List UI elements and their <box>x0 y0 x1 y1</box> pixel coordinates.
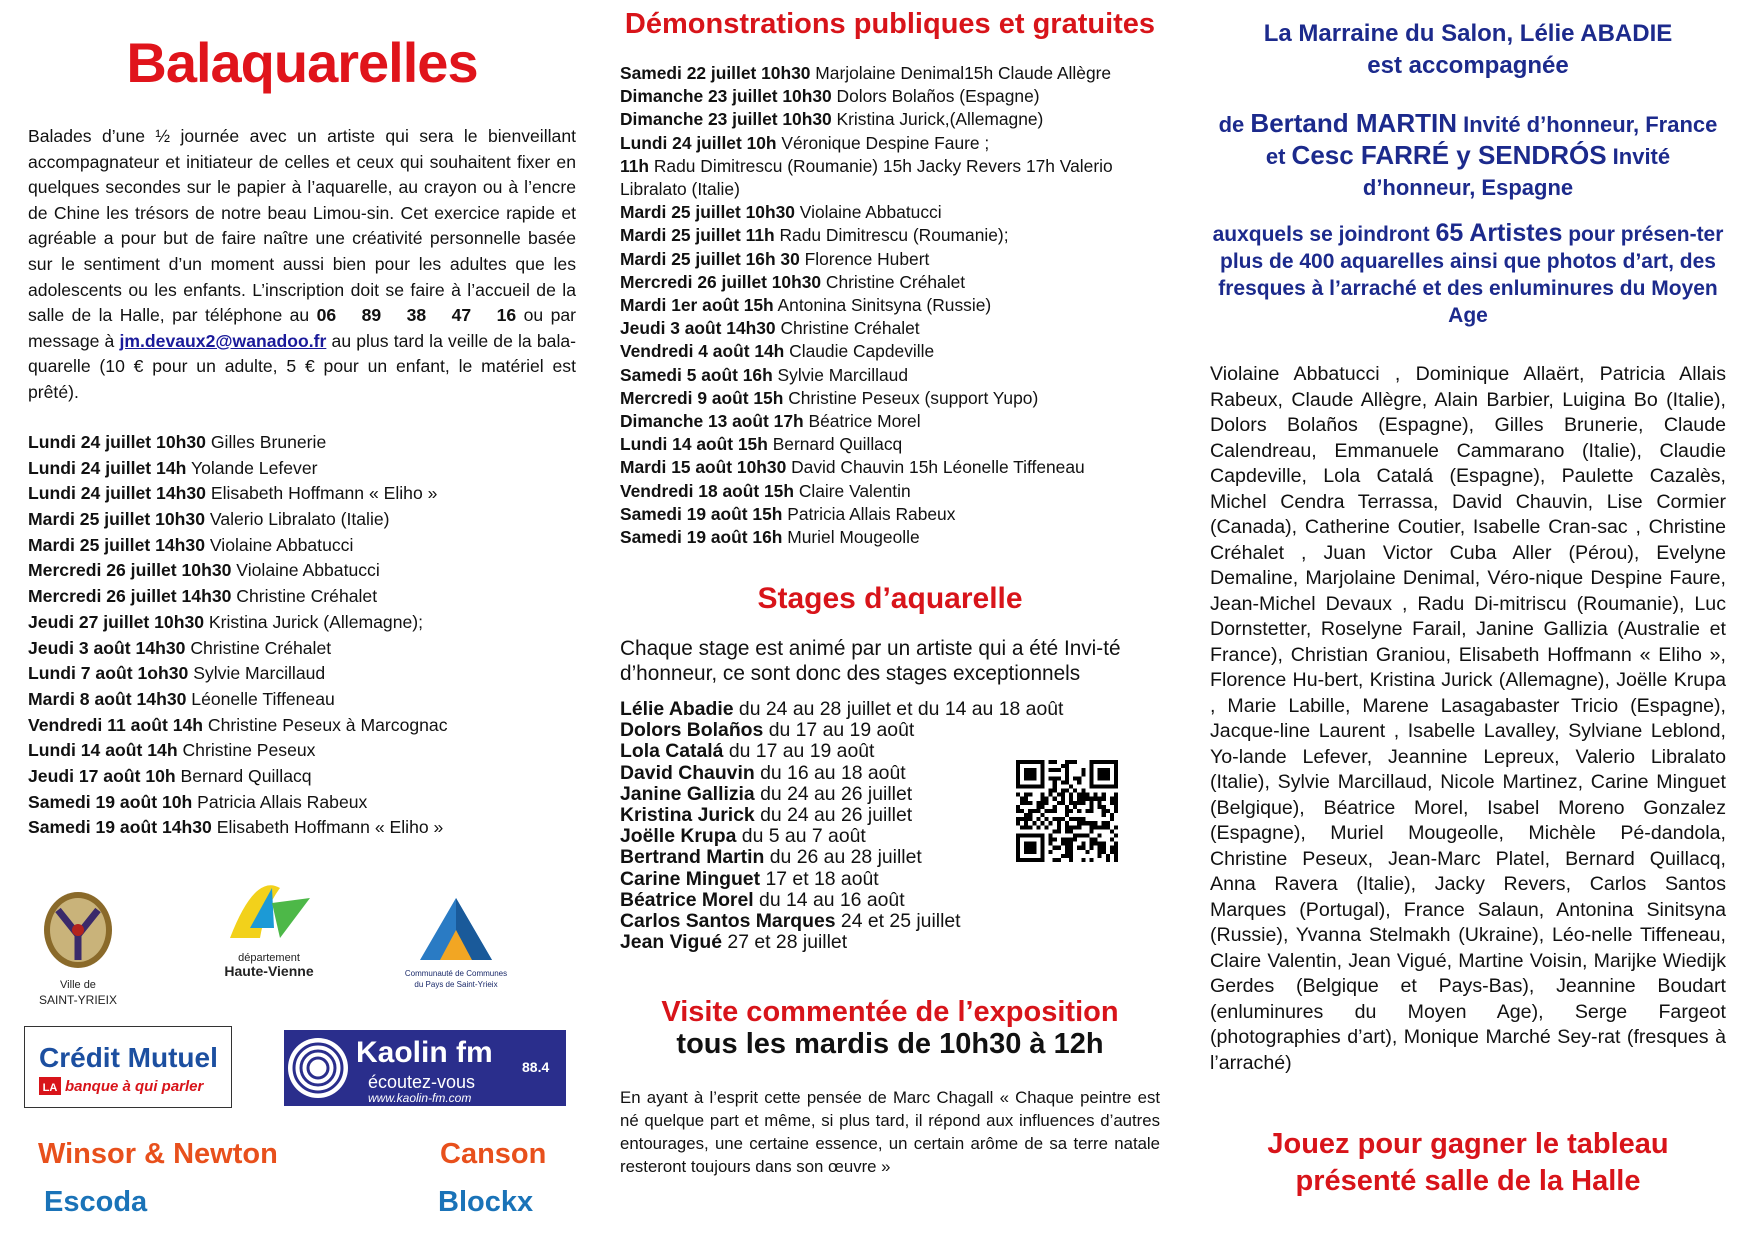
balaquarelle-row <box>28 432 576 458</box>
stage-row-artist: Janine Gallizia <box>620 782 755 805</box>
balaquarelle-row-time: Samedi 19 août 10h <box>28 791 193 812</box>
balaquarelle-row-artist: Kristina Jurick (Allemagne); <box>208 611 424 632</box>
stage-row <box>620 698 1160 719</box>
demonstration-row-artist: Bernard Quillacq <box>772 434 903 455</box>
balaquarelle-row <box>28 586 576 612</box>
demonstration-row <box>620 224 1160 247</box>
demonstration-row-time: Mardi 25 juillet 11h <box>620 225 775 246</box>
balaquarelle-row-artist: Violaine Abbatucci <box>236 560 380 581</box>
stage-row-dates: du 14 au 16 août <box>759 888 905 911</box>
balaquarelle-row-artist: Patricia Allais Rabeux <box>197 791 368 812</box>
stage-row-dates: 27 et 28 juillet <box>727 931 848 954</box>
stage-row-artist: David Chauvin <box>620 761 755 784</box>
demonstration-row <box>620 271 1160 294</box>
demonstration-row <box>620 85 1160 108</box>
communaute-communes-logo <box>400 890 512 1000</box>
stage-row-dates: du 24 au 28 juillet et du 14 au 18 août <box>738 698 1064 720</box>
jouez-banner <box>1210 1126 1726 1200</box>
demonstration-row-time: Dimanche 13 août 17h <box>620 411 804 432</box>
stage-row-dates: 24 et 25 juillet <box>840 909 961 932</box>
stage-row-artist: Bertrand Martin <box>620 846 765 869</box>
demonstration-row-artist: Radu Dimitrescu (Roumanie) 15h Jacky Revers 17h Valerio Libralato (Italie) <box>620 155 1113 200</box>
balaquarelle-row-time: Lundi 24 juillet 10h30 <box>28 432 206 452</box>
balaquarelle-row-time: Jeudi 27 juillet 10h30 <box>28 611 205 632</box>
balaquarelle-row-time: Lundi 7 août 1oh30 <box>28 663 189 684</box>
stage-row-dates: du 5 au 7 août <box>741 825 866 848</box>
farre-role: Invité d’honneur, Espagne <box>1362 144 1671 200</box>
demonstration-row-time: 11h <box>620 155 650 176</box>
demonstration-row <box>620 480 1160 503</box>
stage-row-dates: du 24 au 26 juillet <box>760 782 913 805</box>
chagall-quote: En ayant à l’esprit cette pensée de Marc Chagall « Chaque peintre est né quelque part et même, si plus tard, il répond aux influences d’autres entourages, une certaine essence, un certain arôme de sa terre natale resteront toujours dans son œuvre » <box>620 1088 1160 1176</box>
artistes-count: 65 Artistes <box>1435 219 1563 247</box>
balaquarelle-row <box>28 483 576 509</box>
departement-label: département <box>238 952 300 964</box>
stage-row-artist: Jean Vigué <box>620 931 723 954</box>
demonstration-row-artist: David Chauvin 15h Léonelle Tiffeneau <box>791 457 1085 478</box>
demonstration-row <box>620 526 1160 549</box>
sponsor-canson: Canson <box>440 1138 547 1170</box>
demonstration-row-artist: Patricia Allais Rabeux <box>787 503 956 524</box>
visite-schedule: tous les mardis de 10h30 à 12h <box>676 1028 1104 1060</box>
balaquarelle-row <box>28 715 576 741</box>
marraine-heading <box>1210 18 1726 82</box>
balaquarelles-title: Balaquarelles <box>126 31 478 94</box>
balaquarelle-row <box>28 509 576 535</box>
demonstration-row-artist: Kristina Jurick,(Allemagne) <box>836 109 1044 130</box>
demonstration-row-artist: Antonina Sinitsyna (Russie) <box>777 295 992 316</box>
balaquarelle-row-artist: Christine Créhalet <box>190 637 332 658</box>
stage-row <box>620 931 1160 952</box>
farre-prefix: et <box>1265 144 1286 169</box>
jouez-line-2: présenté salle de la Halle <box>1295 1165 1641 1197</box>
demonstration-row-time: Samedi 19 août 15h <box>620 503 783 524</box>
demonstration-row <box>620 294 1160 317</box>
balaquarelle-row-time: Mardi 25 juillet 14h30 <box>28 534 205 555</box>
stage-row-dates: du 16 au 18 août <box>760 761 906 784</box>
demonstration-row <box>620 317 1160 340</box>
balaquarelles-description <box>28 124 576 406</box>
demonstration-row-time: Mardi 15 août 10h30 <box>620 457 787 478</box>
balaquarelle-row-artist: Yolande Lefever <box>190 457 318 478</box>
demonstration-row-artist: Béatrice Morel <box>808 411 921 432</box>
stage-row <box>620 719 1160 740</box>
balaquarelles-text-2: ou par message à <box>28 305 577 351</box>
stage-row-artist: Béatrice Morel <box>620 888 754 911</box>
demonstration-row-artist: Christine Créhalet <box>780 318 920 339</box>
balaquarelle-row <box>28 458 576 484</box>
demonstration-row-artist: Radu Dimitrescu (Roumanie); <box>779 225 1009 246</box>
demonstration-row-time: Vendredi 18 août 15h <box>620 480 794 501</box>
demonstration-row <box>620 108 1160 131</box>
credit-mutuel-logo <box>24 1026 232 1108</box>
visite-title: Visite commentée de l’exposition <box>661 996 1119 1028</box>
farre-name: Cesc FARRÉ y SENDRÓS <box>1291 140 1607 170</box>
balaquarelle-row-time: Mardi 25 juillet 10h30 <box>28 509 205 530</box>
sponsor-escoda: Escoda <box>44 1186 148 1218</box>
demonstration-row-time: Dimanche 23 juillet 10h30 <box>620 86 832 107</box>
balaquarelle-row-time: Lundi 14 août 14h <box>28 740 178 761</box>
stage-row-artist: Lola Catalá <box>620 740 724 763</box>
balaquarelle-row-time: Jeudi 17 août 10h <box>28 765 176 786</box>
saint-yrieix-crest-logo <box>30 880 126 1018</box>
demonstration-row <box>620 433 1160 456</box>
balaquarelle-row <box>28 612 576 638</box>
stage-row-dates: 17 et 18 août <box>765 867 879 890</box>
sponsor-blockx: Blockx <box>438 1186 534 1218</box>
demonstration-row-time: Mardi 1er août 15h <box>620 295 774 316</box>
stages-intro: Chaque stage est animé par un artiste qui a été Invi-té d’honneur, ce sont donc des stages exceptionnels <box>620 637 1121 685</box>
email-link[interactable]: jm.devaux2@wanadoo.fr <box>119 330 327 351</box>
demonstration-row <box>620 410 1160 433</box>
balaquarelles-schedule <box>28 432 576 843</box>
demonstration-row-time: Samedi 22 juillet 10h30 <box>620 63 811 83</box>
stage-row-dates: du 17 au 19 août <box>728 740 875 763</box>
credit-mutuel-tagline: banque à qui parler <box>65 1078 204 1095</box>
stages-title: Stages d’aquarelle <box>757 582 1023 615</box>
demonstration-row <box>620 387 1160 410</box>
demonstration-row-time: Mercredi 9 août 15h <box>620 387 784 408</box>
demonstration-row-time: Jeudi 3 août 14h30 <box>620 318 776 339</box>
artistes-text: pour présen-ter plus de 400 aquarelles ainsi que photos d’art, des fresques à l’arraché et des enluminures du Moyen Age <box>1218 223 1724 327</box>
stage-row-dates: du 24 au 26 juillet <box>760 803 913 826</box>
demonstration-row-artist: Dolors Bolaños (Espagne) <box>836 86 1040 107</box>
sponsor-winsor-newton: Winsor & Newton <box>38 1138 278 1170</box>
balaquarelle-row-time: Lundi 24 juillet 14h <box>28 457 187 478</box>
demonstration-row-artist: Florence Hubert <box>804 248 930 269</box>
ccpsy-line1: Communauté de Communes <box>404 969 508 978</box>
demonstration-row-time: Samedi 5 août 16h <box>620 364 773 385</box>
balaquarelle-row <box>28 766 576 792</box>
ccpsy-line2: du Pays de Saint-Yrieix <box>414 980 498 989</box>
martin-prefix: de <box>1218 112 1245 137</box>
balaquarelle-row-time: Mercredi 26 juillet 14h30 <box>28 586 232 607</box>
marraine-line-2: est accompagnée <box>1367 52 1569 79</box>
balaquarelle-row <box>28 689 576 715</box>
stage-row-artist: Carlos Santos Marques <box>620 909 836 932</box>
stage-row-artist: Kristina Jurick <box>620 803 755 826</box>
saint-yrieix-label: SAINT-YRIEIX <box>38 993 118 1007</box>
credit-mutuel-name: Crédit Mutuel <box>39 1042 218 1073</box>
balaquarelle-row-time: Vendredi 11 août 14h <box>28 714 204 735</box>
demonstrations-schedule <box>620 62 1160 549</box>
demonstrations-title: Démonstrations publiques et gratuites <box>624 8 1156 40</box>
demonstration-row-artist: Claire Valentin <box>798 480 911 501</box>
demonstration-row-artist: Christine Peseux (support Yupo) <box>788 387 1039 408</box>
martin-name: Bertand MARTIN <box>1250 108 1457 138</box>
stage-row-artist: Dolors Bolaños <box>620 719 764 742</box>
balaquarelle-row-artist: Bernard Quillacq <box>180 765 312 786</box>
ville-de-label: Ville de <box>60 979 96 991</box>
balaquarelle-row <box>28 817 576 843</box>
jouez-line-1: Jouez pour gagner le tableau <box>1267 1128 1669 1160</box>
balaquarelle-row <box>28 740 576 766</box>
demonstration-row-time: Lundi 24 juillet 10h <box>620 132 777 153</box>
stage-row <box>620 740 1160 761</box>
stage-row-artist: Carine Minguet <box>620 867 761 890</box>
artistes-prefix: auxquels se joindront <box>1212 223 1430 246</box>
demonstration-row-time: Mardi 25 juillet 10h30 <box>620 202 795 223</box>
balaquarelle-row-time: Mardi 8 août 14h30 <box>28 688 187 709</box>
balaquarelle-row-artist: Sylvie Marcillaud <box>193 663 326 684</box>
stage-row <box>620 868 1160 889</box>
demonstration-row-time: Samedi 19 août 16h <box>620 527 783 548</box>
demonstration-row <box>620 155 1160 201</box>
marraine-line-1: La Marraine du Salon, Lélie ABADIE <box>1263 20 1673 47</box>
demonstration-row-time: Mercredi 26 juillet 10h30 <box>620 271 822 292</box>
demonstration-row <box>620 503 1160 526</box>
kaolin-fm-logo <box>284 1030 566 1106</box>
balaquarelle-row-artist: Gilles Brunerie <box>210 432 327 452</box>
demonstration-row-time: Lundi 14 août 15h <box>620 434 768 455</box>
demonstration-row-artist: Muriel Mougeolle <box>787 527 920 548</box>
kaolin-frequency: 88.4 <box>522 1059 550 1075</box>
balaquarelle-row <box>28 792 576 818</box>
balaquarelle-row-artist: Christine Peseux à Marcognac <box>207 714 448 735</box>
phone-number: 06 89 38 47 16 <box>316 305 517 326</box>
stage-row-dates: du 17 au 19 août <box>768 719 915 742</box>
demonstration-row-time: Vendredi 4 août 14h <box>620 341 785 362</box>
demonstration-row <box>620 248 1160 271</box>
demonstration-row <box>620 201 1160 224</box>
balaquarelle-row <box>28 535 576 561</box>
balaquarelle-row-artist: Elisabeth Hoffmann « Eliho » <box>216 817 444 838</box>
balaquarelle-row <box>28 560 576 586</box>
demonstration-row <box>620 62 1160 85</box>
qr-code[interactable] <box>1016 760 1118 862</box>
demonstration-row <box>620 340 1160 363</box>
balaquarelle-row <box>28 638 576 664</box>
stage-row-dates: du 26 au 28 juillet <box>769 846 922 869</box>
demonstration-row-artist: Marjolaine Denimal15h Claude Allègre <box>815 63 1112 83</box>
kaolin-tagline: écoutez-vous <box>368 1072 476 1092</box>
stage-row-artist: Joëlle Krupa <box>620 825 737 848</box>
balaquarelle-row-time: Lundi 24 juillet 14h30 <box>28 483 206 504</box>
kaolin-name: Kaolin fm <box>356 1036 493 1069</box>
demonstration-row <box>620 364 1160 387</box>
demonstration-row-artist: Claudie Capdeville <box>789 341 935 362</box>
demonstration-row-time: Dimanche 23 juillet 10h30 <box>620 109 832 130</box>
stage-row <box>620 889 1160 910</box>
demonstration-row-artist: Christine Créhalet <box>825 271 966 292</box>
balaquarelle-row-artist: Valerio Libralato (Italie) <box>209 509 390 530</box>
haute-vienne-label: Haute-Vienne <box>224 963 314 979</box>
balaquarelle-row-artist: Violaine Abbatucci <box>209 534 354 555</box>
haute-vienne-logo <box>210 868 328 986</box>
artistes-intro <box>1210 220 1726 329</box>
stage-row-artist: Lélie Abadie <box>620 698 734 720</box>
credit-mutuel-badge: LA <box>42 1082 58 1094</box>
guests-of-honour <box>1210 108 1726 203</box>
balaquarelle-row-artist: Elisabeth Hoffmann « Eliho » <box>210 483 438 504</box>
demonstration-row-artist: Sylvie Marcillaud <box>777 364 909 385</box>
balaquarelle-row-artist: Christine Créhalet <box>236 586 378 607</box>
demonstration-row <box>620 132 1160 155</box>
balaquarelle-row <box>28 663 576 689</box>
kaolin-url: www.kaolin-fm.com <box>368 1091 472 1105</box>
stage-row <box>620 910 1160 931</box>
demonstration-row-time: Mardi 25 juillet 16h 30 <box>620 248 800 269</box>
balaquarelle-row-artist: Christine Peseux <box>182 740 316 761</box>
demonstration-row-artist: Véronique Despine Faure ; <box>781 132 990 153</box>
balaquarelles-text-1: Balades d’une ½ journée avec un artiste qui sera le bienveillant accompagnateur et initiateur de celles et ceux qui souhaitent fixer en quelques secondes sur le papier à l’aquarelle, au crayon ou à l’encre de Chine les trésors de notre beau Limou-sin. Cet exercice rapide et agréable a pour but de faire naître une créativité personnelle basée sur le sentiment d’un moment aussi bien pour les adultes que les adolescents ou les enfants. L’inscription doit se faire à l’accueil de la salle de la Halle, par téléphone au <box>28 126 576 326</box>
balaquarelle-row-artist: Léonelle Tiffeneau <box>191 688 335 709</box>
balaquarelle-row-time: Samedi 19 août 14h30 <box>28 817 212 838</box>
balaquarelles-text-3: au plus tard la veille de la bala-quarelle (10 € pour un adulte, 5 € pour un enfant, le matériel est prêté). <box>28 330 577 402</box>
demonstration-row-artist: Violaine Abbatucci <box>799 202 942 223</box>
demonstration-row <box>620 456 1160 479</box>
artist-list: Violaine Abbatucci , Dominique Allaërt, Patricia Allais Rabeux, Claude Allègre, Alain Barbier, Luigina Bo (Italie), Dolors Bolaños (Espagne), Gilles Brunerie, Claude Calendreau, Emmanuele Cammarano (Italie), Claudie Capdeville, Lola Catalá (Espagne), Paulette Cazalès, Michel Cendra Terrassa, David Chauvin, Lise Cormier (Canada), Catherine Coutier, Isabelle Cran-sac , Christine Créhalet , Juan Victor Cuba Aller (Pérou), Evelyne Demaline, Marjolaine Denimal, Véro-nique Despine Faure, Jean-Michel Devaux , Radu Di-mitriscu (Roumanie), Luc Dornstetter, Roselyne Farail, Janine Gallizia (Australie et France), Christian Graniou, Elisabeth Hoffmann « Eliho », Florence Hu-bert, Kristina Jurick (Allemagne), Joëlle Krupa , Marie Labille, Marene Lasagabaster Tricio (Espagne), Jacque-line Laurent , Isabelle Lavalley, Sylviane Leblond, Yo-lande Lefever, Jeannine Lepreux, Valerio Libralato (Italie), Sylvie Marcillaud, Nicole Martinez, Carine Minguet (Belgique), Béatrice Morel, Isabel Moreno Gonzalez (Espagne), Muriel Mougeolle, Michèle Pé-dandola, Christine Peseux, Jean-Marc Platel, Bernard Quillacq, Anna Ravera (Italie), Jacky Revers, Carlos Santos Marques (Portugal), France Salaun, Antonina Sinitsyna (Russie), Yvanna Stelmakh (Ukraine), Léo-nelle Tiffeneau, Claire Valentin, Jean Vigué, Martine Voisin, Marijke Wiedijk Gerdes (Belgique et Pays-Bas), Jeannine Boudart (enluminures du Moyen Age), Serge Fargeot (photographies d’art), Monique Marché Sey-rat (fresques à l’arraché) <box>1210 363 1726 1074</box>
balaquarelle-row-time: Jeudi 3 août 14h30 <box>28 637 186 658</box>
balaquarelle-row-time: Mercredi 26 juillet 10h30 <box>28 560 232 581</box>
martin-role: Invité d’honneur, France <box>1463 112 1718 137</box>
